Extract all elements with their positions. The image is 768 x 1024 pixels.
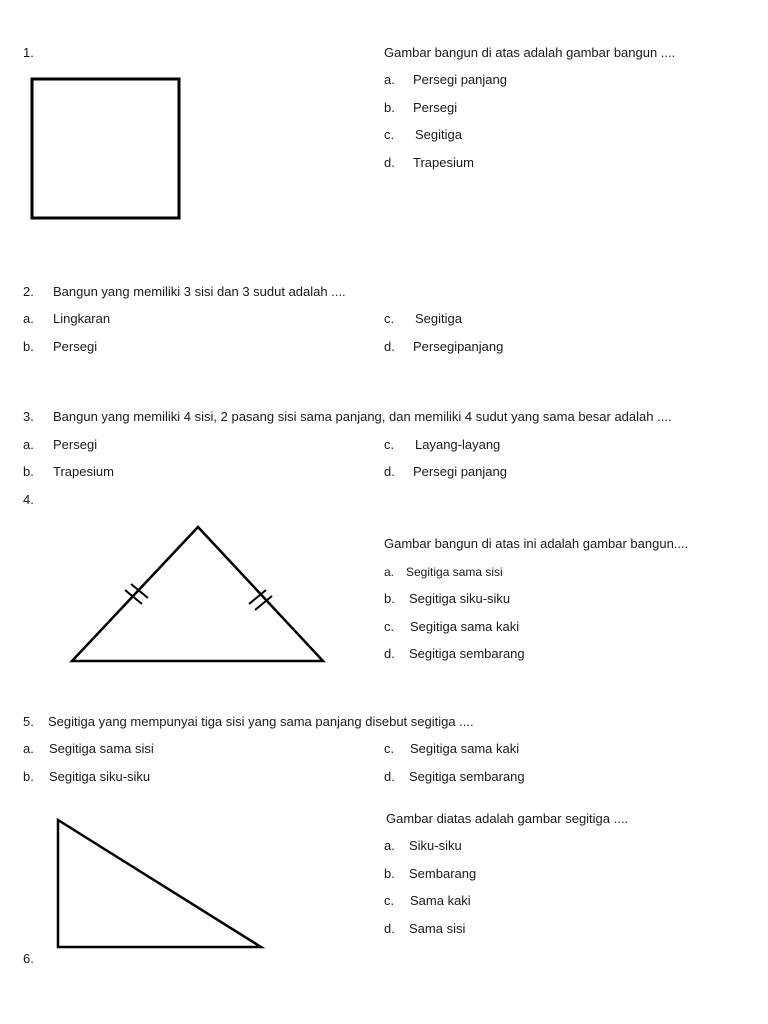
option-text: Lingkaran	[53, 311, 111, 326]
option-text: Persegi	[53, 339, 98, 354]
q2-question: Bangun yang memiliki 3 sisi dan 3 sudut adalah ....	[53, 284, 346, 299]
option-letter: d.	[384, 155, 395, 170]
option-letter: d.	[384, 646, 395, 661]
q1-option-c[interactable]	[384, 127, 462, 143]
q1-question: Gambar bangun di atas adalah gambar bangun ....	[384, 45, 676, 60]
option-letter: c.	[384, 127, 395, 142]
q1-number: 1.	[23, 45, 34, 60]
q5-question-row	[23, 714, 474, 730]
q4-question: Gambar bangun di atas ini adalah gambar bangun....	[384, 536, 689, 551]
q1-option-b[interactable]	[384, 100, 457, 116]
q3-option-b[interactable]	[23, 464, 114, 480]
option-letter: a.	[384, 565, 395, 579]
q5-option-c[interactable]	[384, 741, 519, 757]
option-letter: b.	[384, 866, 395, 881]
q4-option-a[interactable]	[384, 564, 503, 580]
option-text: Sama kaki	[410, 893, 471, 908]
q6-option-d[interactable]	[384, 921, 465, 937]
q2-number: 2.	[23, 284, 34, 299]
option-text: Persegi panjang	[413, 72, 507, 87]
option-letter: c.	[384, 893, 395, 908]
option-text: Segitiga sama sisi	[406, 565, 503, 579]
q6-option-a[interactable]	[384, 838, 462, 854]
q5-question: Segitiga yang mempunyai tiga sisi yang sama panjang disebut segitiga ....	[48, 714, 474, 729]
option-letter: b.	[384, 100, 395, 115]
q3-number: 3.	[23, 409, 34, 424]
option-letter: d.	[384, 769, 395, 784]
q1-option-d[interactable]	[384, 155, 474, 171]
option-text: Segitiga sama kaki	[410, 619, 520, 634]
option-letter: b.	[384, 591, 395, 606]
q6-option-c[interactable]	[384, 893, 471, 909]
option-text: Segitiga	[415, 311, 462, 326]
q2-option-b[interactable]	[23, 339, 97, 355]
option-text: Segitiga siku-siku	[49, 769, 151, 784]
option-text: Segitiga sembarang	[409, 769, 525, 784]
option-letter: b.	[23, 464, 34, 479]
option-letter: c.	[384, 619, 395, 634]
q5-option-b[interactable]	[23, 769, 150, 785]
option-letter: d.	[384, 464, 395, 479]
option-text: Trapesium	[53, 464, 114, 479]
option-letter: d.	[384, 921, 395, 936]
option-text: Persegi	[413, 100, 458, 115]
option-letter: a.	[384, 72, 395, 87]
q2-option-c[interactable]	[384, 311, 462, 327]
option-text: Persegipanjang	[413, 339, 504, 354]
isosceles-triangle-figure	[60, 520, 335, 670]
option-text: Segitiga siku-siku	[409, 591, 511, 606]
q3-question: Bangun yang memiliki 4 sisi, 2 pasang sisi sama panjang, dan memiliki 4 sudut yang sama besar adalah ....	[53, 409, 672, 424]
option-letter: b.	[23, 339, 34, 354]
q3-option-a[interactable]	[23, 437, 97, 453]
q6-question: Gambar diatas adalah gambar segitiga ....	[386, 811, 629, 826]
q3-question-row	[23, 409, 672, 425]
option-text: Persegi	[53, 437, 98, 452]
option-text: Segitiga sembarang	[409, 646, 525, 661]
square-figure	[30, 77, 182, 221]
q5-option-d[interactable]	[384, 769, 525, 785]
option-text: Segitiga sama kaki	[410, 741, 520, 756]
right-triangle-figure	[54, 816, 266, 952]
q4-option-c[interactable]	[384, 619, 519, 635]
q3-option-d[interactable]	[384, 464, 507, 480]
q5-number: 5.	[23, 714, 34, 729]
q4-number: 4.	[23, 492, 34, 507]
option-text: Sembarang	[409, 866, 477, 881]
q6-number: 6.	[23, 951, 34, 966]
option-letter: d.	[384, 339, 395, 354]
option-letter: a.	[23, 741, 34, 756]
option-text: Trapesium	[413, 155, 474, 170]
q6-option-b[interactable]	[384, 866, 476, 882]
option-letter: b.	[23, 769, 34, 784]
q2-option-a[interactable]	[23, 311, 110, 327]
q4-option-d[interactable]	[384, 646, 525, 662]
option-letter: a.	[384, 838, 395, 853]
q5-option-a[interactable]	[23, 741, 154, 757]
option-text: Layang-layang	[415, 437, 501, 452]
option-letter: c.	[384, 311, 395, 326]
option-letter: c.	[384, 741, 395, 756]
option-text: Siku-siku	[409, 838, 462, 853]
option-text: Sama sisi	[409, 921, 466, 936]
option-text: Segitiga	[415, 127, 462, 142]
q4-option-b[interactable]	[384, 591, 510, 607]
option-text: Persegi panjang	[413, 464, 507, 479]
option-letter: a.	[23, 437, 34, 452]
q2-question-row	[23, 284, 346, 300]
q3-option-c[interactable]	[384, 437, 500, 453]
option-letter: c.	[384, 437, 395, 452]
q2-option-d[interactable]	[384, 339, 503, 355]
q1-option-a[interactable]	[384, 72, 507, 88]
option-text: Segitiga sama sisi	[49, 741, 154, 756]
option-letter: a.	[23, 311, 34, 326]
